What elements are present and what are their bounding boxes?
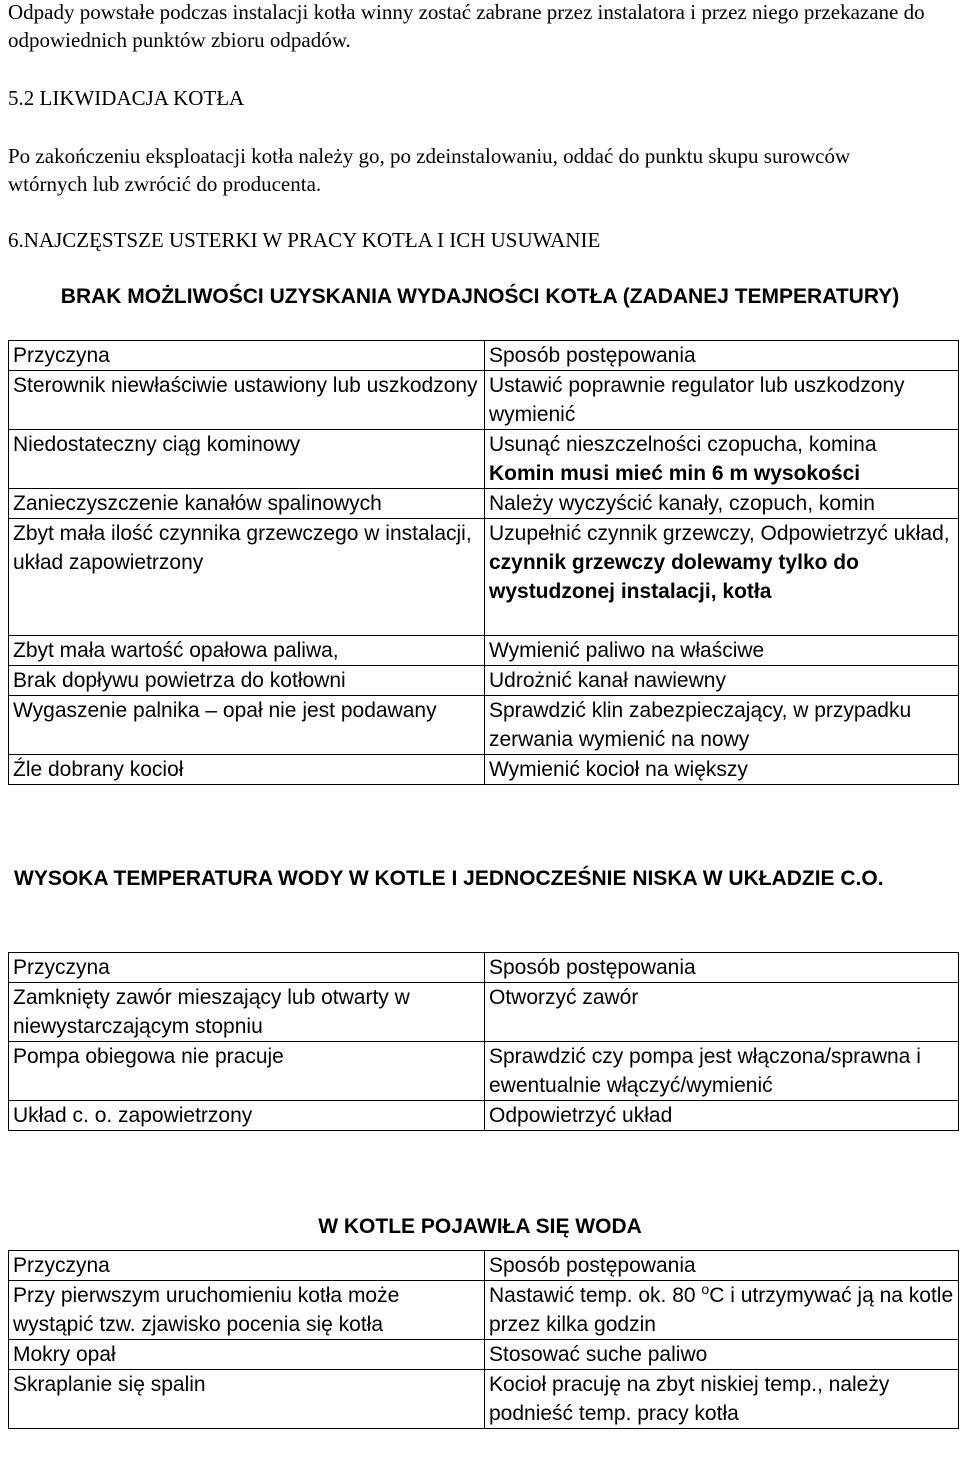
table2-header-cause: Przyczyna bbox=[9, 953, 485, 983]
table-row bbox=[9, 1101, 959, 1131]
table2 bbox=[8, 952, 959, 1131]
action-cell: Należy wyczyścić kanały, czopuch, komin bbox=[485, 489, 959, 519]
action-cell bbox=[485, 519, 959, 636]
cause-cell: Sterownik niewłaściwie ustawiony lub uszkodzony bbox=[9, 371, 485, 430]
table3-header-action: Sposób postępowania bbox=[485, 1251, 959, 1281]
cause-cell: Wygaszenie palnika – opał nie jest podawany bbox=[9, 696, 485, 755]
table-row bbox=[9, 666, 959, 696]
action-bold-note: czynnik grzewczy dolewamy tylko do wystudzonej instalacji, kotła bbox=[489, 551, 859, 603]
action-text: Usunąć nieszczelności czopucha, komina bbox=[489, 433, 877, 456]
action-cell: Odpowietrzyć układ bbox=[485, 1101, 959, 1131]
table-row bbox=[9, 696, 959, 755]
action-cell: Udrożnić kanał nawiewny bbox=[485, 666, 959, 696]
table1-header-row bbox=[9, 341, 959, 371]
intro-paragraph: Odpady powstałe podczas instalacji kotła winny zostać zabrane przez instalatora i przez niego przekazane do odpowiednich punktów zbioru odpadów. bbox=[8, 0, 925, 52]
action-text-continued: C i utrzymywać ją na kotle przez kilka godzin bbox=[489, 1284, 954, 1336]
cause-cell: Niedostateczny ciąg kominowy bbox=[9, 430, 485, 489]
cause-cell: Mokry opał bbox=[9, 1340, 485, 1370]
cause-cell: Źle dobrany kocioł bbox=[9, 755, 485, 785]
table1 bbox=[8, 340, 959, 785]
table-row bbox=[9, 489, 959, 519]
table-row bbox=[9, 371, 959, 430]
cause-cell: Pompa obiegowa nie pracuje bbox=[9, 1042, 485, 1101]
table2-header-action: Sposób postępowania bbox=[485, 953, 959, 983]
action-cell: Sprawdzić klin zabezpieczający, w przypadku zerwania wymienić na nowy bbox=[485, 696, 959, 755]
table-row bbox=[9, 1340, 959, 1370]
action-cell: Kocioł pracuję na zbyt niskiej temp., należy podnieść temp. pracy kotła bbox=[485, 1370, 959, 1429]
cause-cell: Zamknięty zawór mieszający lub otwarty w niewystarczającym stopniu bbox=[9, 983, 485, 1042]
cause-cell: Brak dopływu powietrza do kotłowni bbox=[9, 666, 485, 696]
action-cell: Wymienić kocioł na większy bbox=[485, 755, 959, 785]
table2-header-row bbox=[9, 953, 959, 983]
table-row bbox=[9, 983, 959, 1042]
cause-cell: Przy pierwszym uruchomieniu kotła może wystąpić tzw. zjawisko pocenia się kotła bbox=[9, 1281, 485, 1340]
table3-header-cause: Przyczyna bbox=[9, 1251, 485, 1281]
action-text: Uzupełnić czynnik grzewczy, Odpowietrzyć układ, bbox=[489, 522, 950, 545]
table2-title: WYSOKA TEMPERATURA WODY W KOTLE I JEDNOCZEŚNIE NISKA W UKŁADZIE C.O. bbox=[14, 867, 884, 890]
section-6-title: 6.NAJCZĘSTSZE USTERKI W PRACY KOTŁA I ICH USUWANIE bbox=[8, 228, 601, 252]
cause-cell: Skraplanie się spalin bbox=[9, 1370, 485, 1429]
action-text: Nastawić temp. ok. 80 bbox=[489, 1284, 702, 1307]
cause-cell: Zanieczyszczenie kanałów spalinowych bbox=[9, 489, 485, 519]
table-row bbox=[9, 1370, 959, 1429]
degree-superscript: o bbox=[701, 1281, 710, 1297]
cause-cell: Układ c. o. zapowietrzony bbox=[9, 1101, 485, 1131]
table1-title: BRAK MOŻLIWOŚCI UZYSKANIA WYDAJNOŚCI KOTŁA (ZADANEJ TEMPERATURY) bbox=[60, 285, 900, 308]
action-cell: Ustawić poprawnie regulator lub uszkodzony wymienić bbox=[485, 371, 959, 430]
table1-header-cause: Przyczyna bbox=[9, 341, 485, 371]
action-cell: Sprawdzić czy pompa jest włączona/sprawna i ewentualnie włączyć/wymienić bbox=[485, 1042, 959, 1101]
action-cell bbox=[485, 1281, 959, 1340]
table3-header-row bbox=[9, 1251, 959, 1281]
section-5-2-paragraph: Po zakończeniu eksploatacji kotła należy go, po zdeinstalowaniu, oddać do punktu skupu surowców wtórnych lub zwrócić do producenta. bbox=[8, 144, 851, 196]
table3 bbox=[8, 1250, 959, 1429]
table1-header-action: Sposób postępowania bbox=[485, 341, 959, 371]
action-cell: Otworzyć zawór bbox=[485, 983, 959, 1042]
action-cell: Stosować suche paliwo bbox=[485, 1340, 959, 1370]
table-row bbox=[9, 1042, 959, 1101]
table-row bbox=[9, 636, 959, 666]
cause-cell: Zbyt mała ilość czynnika grzewczego w instalacji, układ zapowietrzony bbox=[9, 519, 485, 636]
table3-title: W KOTLE POJAWIŁA SIĘ WODA bbox=[318, 1215, 642, 1238]
table-row bbox=[9, 519, 959, 636]
table-row bbox=[9, 1281, 959, 1340]
action-bold-note: Komin musi mieć min 6 m wysokości bbox=[489, 462, 861, 485]
action-cell bbox=[485, 430, 959, 489]
section-5-2-title: 5.2 LIKWIDACJA KOTŁA bbox=[8, 86, 245, 110]
table-row bbox=[9, 430, 959, 489]
table-row bbox=[9, 755, 959, 785]
cause-cell: Zbyt mała wartość opałowa paliwa, bbox=[9, 636, 485, 666]
action-cell: Wymienić paliwo na właściwe bbox=[485, 636, 959, 666]
